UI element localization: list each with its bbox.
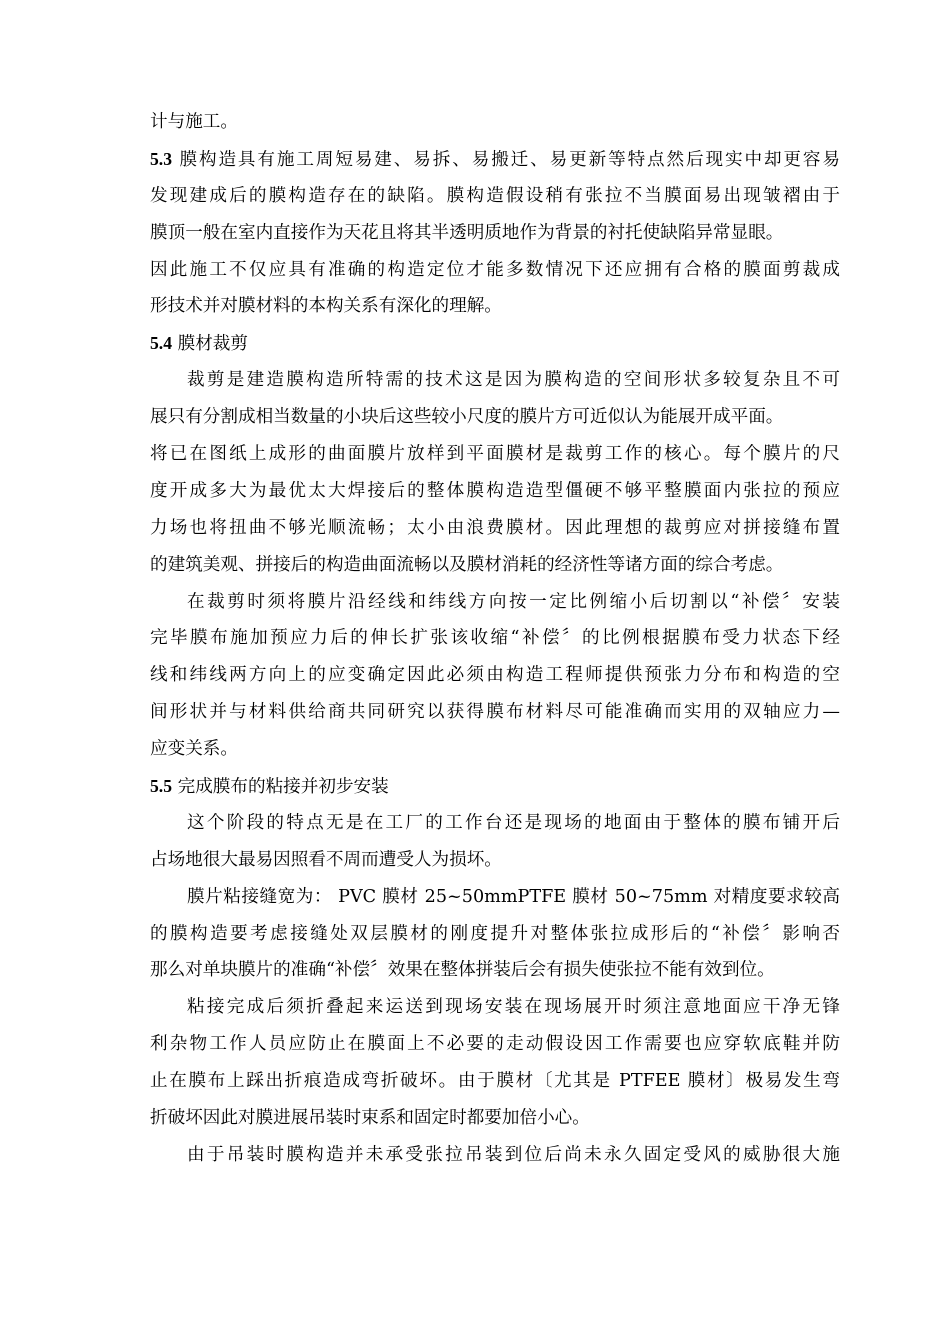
section-title: 膜材裁剪: [177, 334, 248, 355]
section-number-5-5: 5.5: [150, 776, 172, 797]
paragraph-first-line: 膜片粘接缝宽为： PVC 膜材 25~50mmPTFE 膜材 50~75mm 对精度要求较高: [187, 886, 840, 907]
text-line: 止在膜布上踩出折痕造成弯折破坏。由于膜材〔尤其是 PTFEE 膜材〕极易发生弯: [150, 1071, 840, 1092]
paragraph-first-line: 由于吊装时膜构造并未承受张拉吊装到位后尚未永久固定受风的威胁很大施: [187, 1144, 840, 1165]
text-line: 间形状并与材料供给商共同研究以获得膜布材料尽可能准确而实用的双轴应力—: [150, 702, 840, 723]
section-number-5-3: 5.3: [150, 148, 172, 169]
text-line: 将已在图纸上成形的曲面膜片放样到平面膜材是裁剪工作的核心。每个膜片的尺: [150, 444, 840, 465]
paragraph-first-line: 裁剪是建造膜构造所特需的技术这是因为膜构造的空间形状多较复杂且不可: [187, 370, 840, 391]
section-5-3-first-line: [150, 141, 840, 178]
text-span: 膜构造具有施工周短易建、易拆、易搬迁、易更新等特点然后现实中却更容易: [179, 149, 840, 170]
text-line: 的建筑美观、拼接后的构造曲面流畅以及膜材消耗的经济性等诸方面的综合考虑。: [150, 554, 784, 575]
section-heading-5-5: [150, 768, 840, 805]
text-line: 折破坏因此对膜进展吊装时束系和固定时都要加倍小心。: [150, 1108, 590, 1129]
text-line: 发现建成后的膜构造存在的缺陷。膜构造假设稍有张拉不当膜面易出现皱褶由于: [150, 185, 840, 206]
paragraph-first-line: 粘接完成后须折叠起来运送到现场安装在现场展开时须注意地面应干净无锋: [187, 997, 840, 1018]
text-line: 因此施工不仅应具有准确的构造定位才能多数情况下还应拥有合格的膜面剪裁成: [150, 259, 840, 280]
text-line: 的膜构造要考虑接缝处双层膜材的刚度提升对整体张拉成形后的“补偿〞影响否: [150, 923, 840, 944]
text-line: 度开成多大为最优太大焊接后的整体膜构造造型僵硬不够平整膜面内张拉的预应: [150, 480, 840, 501]
text-line: 那么对单块膜片的准确“补偿〞效果在整体拼装后会有损失使张拉不能有效到位。: [150, 960, 775, 981]
document-page: [150, 104, 840, 1174]
text-line: 展只有分割成相当数量的小块后这些较小尺度的膜片方可近似认为能展开成平面。: [150, 407, 784, 428]
text-line: 膜顶一般在室内直接作为天花且将其半透明质地作为背景的衬托使缺陷异常显眼。: [150, 222, 784, 243]
text-line: 完毕膜布施加预应力后的伸长扩张该收缩“补偿〞的比例根据膜布受力状态下经: [150, 628, 840, 649]
text-line: 形技术并对膜材料的本构关系有深化的理解。: [150, 296, 502, 317]
section-title: 完成膜布的粘接并初步安装: [177, 777, 389, 798]
text-line: 计与施工。: [150, 112, 238, 132]
section-heading-5-4: [150, 325, 840, 362]
paragraph-first-line: 这个阶段的特点无是在工厂的工作台还是现场的地面由于整体的膜布铺开后: [187, 812, 840, 833]
paragraph-first-line: 在裁剪时须将膜片沿经线和纬线方向按一定比例缩小后切割以“补偿〞安装: [187, 591, 840, 612]
text-line: 线和纬线两方向上的应变确定因此必须由构造工程师提供预张力分布和构造的空: [150, 665, 840, 686]
text-line: 利杂物工作人员应防止在膜面上不必要的走动假设因工作需要也应穿软底鞋并防: [150, 1034, 840, 1055]
text-line: 应变关系。: [150, 739, 238, 760]
text-line: 力场也将扭曲不够光顺流畅；太小由浪费膜材。因此理想的裁剪应对拼接缝布置: [150, 517, 840, 538]
section-number-5-4: 5.4: [150, 333, 172, 354]
text-line: 占场地很大最易因照看不周而遭受人为损坏。: [150, 849, 502, 870]
